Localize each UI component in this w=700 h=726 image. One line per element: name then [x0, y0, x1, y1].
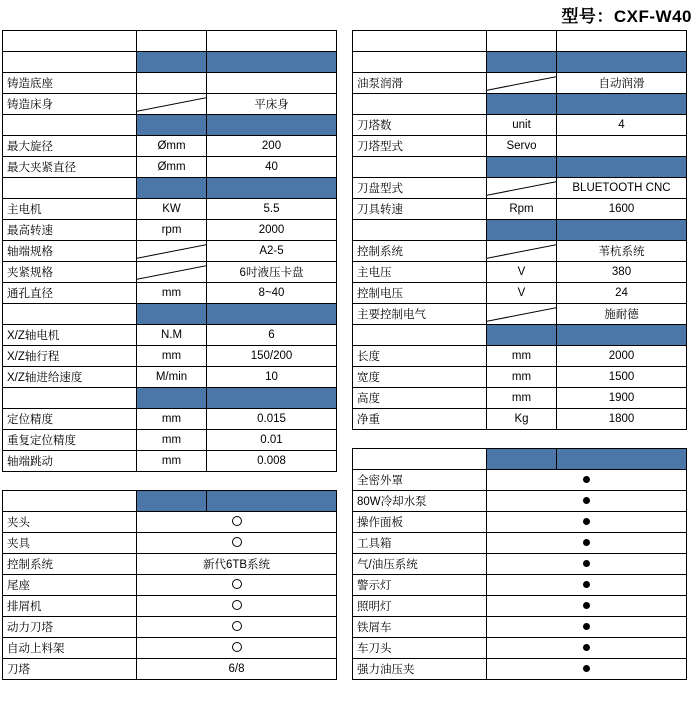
section-row: [353, 94, 687, 115]
param-value: 2000: [207, 220, 337, 241]
option-name: 夹头: [3, 512, 137, 533]
param-value: 150/200: [207, 346, 337, 367]
param-unit: [487, 178, 557, 199]
param-unit: mm: [137, 283, 207, 304]
param-unit: [137, 73, 207, 94]
section-filler: [557, 157, 687, 178]
equipment-included-marker: [487, 533, 687, 554]
param-unit: [137, 262, 207, 283]
section-row: [3, 52, 337, 73]
param-value: 8~40: [207, 283, 337, 304]
section-filler: [137, 388, 207, 409]
list-item: [3, 596, 337, 617]
list-item: [353, 491, 687, 512]
circle-marker-icon: [232, 516, 242, 526]
table-row: [3, 430, 337, 451]
param-name: 定位精度: [3, 409, 137, 430]
table-header-row: [353, 31, 687, 52]
table-row: [3, 73, 337, 94]
section-filler: [137, 52, 207, 73]
section-label: 选购配备: [3, 491, 137, 512]
circle-marker-icon: [232, 600, 242, 610]
section-filler: [137, 115, 207, 136]
filled-dot-icon: [583, 560, 590, 567]
param-unit: Ømm: [137, 157, 207, 178]
equipment-name: 气/油压系统: [353, 554, 487, 575]
equipment-included-marker: [487, 659, 687, 680]
param-unit: V: [487, 283, 557, 304]
param-name: 最大夹紧直径: [3, 157, 137, 178]
section-row: [3, 491, 337, 512]
left-column: [2, 30, 336, 680]
equipment-included-marker: [487, 491, 687, 512]
param-value: 1800: [557, 409, 687, 430]
section-row: [3, 115, 337, 136]
option-marker-circle: [137, 596, 337, 617]
section-label: 电气: [353, 220, 487, 241]
param-unit: Rpm: [487, 199, 557, 220]
equipment-included-marker: [487, 554, 687, 575]
param-name: 宽度: [353, 367, 487, 388]
param-unit: mm: [487, 346, 557, 367]
table-row: [3, 451, 337, 472]
param-name: 刀盘型式: [353, 178, 487, 199]
option-marker-circle: [137, 575, 337, 596]
column-header: 单位: [487, 31, 557, 52]
table-row: [353, 115, 687, 136]
option-marker-circle: [137, 533, 337, 554]
section-filler: [207, 178, 337, 199]
section-filler: [487, 52, 557, 73]
column-header: 参数项: [3, 31, 137, 52]
param-unit: [137, 241, 207, 262]
table-row: [353, 262, 687, 283]
table-row: [353, 283, 687, 304]
param-value: 6吋液压卡盘: [207, 262, 337, 283]
option-name: 夹具: [3, 533, 137, 554]
param-value: 24: [557, 283, 687, 304]
option-name: 自动上料架: [3, 638, 137, 659]
param-unit: mm: [487, 367, 557, 388]
table-row: [3, 220, 337, 241]
column-header: 参数值: [207, 31, 337, 52]
list-item: [3, 512, 337, 533]
param-unit: unit: [487, 115, 557, 136]
param-unit: mm: [137, 451, 207, 472]
param-name: 净重: [353, 409, 487, 430]
param-value: 苇杭系统: [557, 241, 687, 262]
equipment-included-marker: [487, 470, 687, 491]
param-unit: Servo: [487, 136, 557, 157]
table-row: [353, 241, 687, 262]
option-name: 控制系统: [3, 554, 137, 575]
table-row: [3, 367, 337, 388]
param-name: 刀具转速: [353, 199, 487, 220]
column-header: 参数项: [353, 31, 487, 52]
param-name: 重复定位精度: [3, 430, 137, 451]
section-filler: [207, 115, 337, 136]
equipment-name: 铁屑车: [353, 617, 487, 638]
section-label: 刀塔: [353, 94, 487, 115]
table-row: [3, 241, 337, 262]
table-row: [3, 346, 337, 367]
param-unit: Ømm: [137, 136, 207, 157]
param-name: 主电机: [3, 199, 137, 220]
param-value: A2-5: [207, 241, 337, 262]
param-name: 轴端跳动: [3, 451, 137, 472]
equipment-name: 照明灯: [353, 596, 487, 617]
param-value: 平床身: [207, 94, 337, 115]
param-name: 主电压: [353, 262, 487, 283]
section-filler: [557, 52, 687, 73]
equipment-name: 强力油压夹: [353, 659, 487, 680]
left-spec-table: [2, 30, 337, 472]
section-filler: [557, 325, 687, 346]
table-row: [353, 178, 687, 199]
circle-marker-icon: [232, 579, 242, 589]
option-value: 新代6TB系统: [137, 554, 337, 575]
filled-dot-icon: [583, 644, 590, 651]
table-row: [353, 73, 687, 94]
param-value: 0.015: [207, 409, 337, 430]
column-gap: [2, 472, 336, 490]
section-label: 床体: [3, 52, 137, 73]
section-filler: [487, 157, 557, 178]
param-unit: V: [487, 262, 557, 283]
param-value: [207, 73, 337, 94]
list-item: [353, 617, 687, 638]
section-filler: [207, 52, 337, 73]
filled-dot-icon: [583, 581, 590, 588]
section-row: [3, 304, 337, 325]
param-unit: [137, 94, 207, 115]
equipment-name: 80W冷却水泵: [353, 491, 487, 512]
param-name: 刀塔数: [353, 115, 487, 136]
param-unit: mm: [137, 346, 207, 367]
param-value: 5.5: [207, 199, 337, 220]
list-item: [353, 554, 687, 575]
table-row: [3, 199, 337, 220]
table-row: [3, 136, 337, 157]
section-label: 加工精度: [3, 388, 137, 409]
list-item: [353, 512, 687, 533]
param-value: 10: [207, 367, 337, 388]
section-filler: [487, 94, 557, 115]
param-value: 4: [557, 115, 687, 136]
param-unit: mm: [137, 430, 207, 451]
param-name: 最大旋径: [3, 136, 137, 157]
list-item: [353, 575, 687, 596]
param-name: 油泵润滑: [353, 73, 487, 94]
section-filler: [557, 94, 687, 115]
table-row: [3, 157, 337, 178]
section-filler: [207, 388, 337, 409]
option-name: 排屑机: [3, 596, 137, 617]
circle-marker-icon: [232, 537, 242, 547]
param-name: X/Z轴进给速度: [3, 367, 137, 388]
param-value: 380: [557, 262, 687, 283]
option-name: 尾座: [3, 575, 137, 596]
section-row: [353, 52, 687, 73]
table-row: [353, 388, 687, 409]
column-header: 参数值: [557, 31, 687, 52]
section-row: [353, 157, 687, 178]
section-filler: [487, 449, 557, 470]
section-label: 进给配置: [3, 304, 137, 325]
section-filler: [487, 220, 557, 241]
filled-dot-icon: [583, 623, 590, 630]
param-unit: rpm: [137, 220, 207, 241]
table-row: [353, 199, 687, 220]
param-unit: KW: [137, 199, 207, 220]
filled-dot-icon: [583, 518, 590, 525]
param-value: 1900: [557, 388, 687, 409]
param-name: 轴端规格: [3, 241, 137, 262]
table-row: [3, 283, 337, 304]
table-header-row: [3, 31, 337, 52]
equipment-included-marker: [487, 638, 687, 659]
table-row: [3, 262, 337, 283]
equipment-included-marker: [487, 512, 687, 533]
param-unit: [487, 73, 557, 94]
option-name: 刀塔: [3, 659, 137, 680]
param-name: 长度: [353, 346, 487, 367]
page-title: 型号：CXF-W40: [561, 7, 692, 26]
equipment-name: 操作面板: [353, 512, 487, 533]
option-marker-circle: [137, 512, 337, 533]
section-row: [3, 388, 337, 409]
table-row: [353, 409, 687, 430]
table-row: [353, 346, 687, 367]
param-name: 铸造床身: [3, 94, 137, 115]
table-row: [3, 409, 337, 430]
section-label: 标准配备: [353, 449, 487, 470]
list-item: [3, 575, 337, 596]
param-unit: [487, 241, 557, 262]
param-name: 刀塔型式: [353, 136, 487, 157]
option-marker-circle: [137, 638, 337, 659]
param-name: 控制电压: [353, 283, 487, 304]
section-label: 润滑: [353, 52, 487, 73]
optional-equipment-table: [2, 490, 337, 680]
list-item: [353, 533, 687, 554]
section-row: [353, 449, 687, 470]
column-header: 单位: [137, 31, 207, 52]
section-label: 机械尺寸: [353, 325, 487, 346]
filled-dot-icon: [583, 665, 590, 672]
section-filler: [557, 449, 687, 470]
list-item: [353, 638, 687, 659]
list-item: [3, 554, 337, 575]
section-filler: [207, 491, 337, 512]
option-name: 动力刀塔: [3, 617, 137, 638]
section-row: [353, 220, 687, 241]
param-value: 200: [207, 136, 337, 157]
param-name: X/Z轴电机: [3, 325, 137, 346]
section-filler: [487, 325, 557, 346]
param-name: X/Z轴行程: [3, 346, 137, 367]
param-value: 6: [207, 325, 337, 346]
list-item: [3, 617, 337, 638]
param-value: 0.008: [207, 451, 337, 472]
list-item: [353, 470, 687, 491]
param-name: 铸造底座: [3, 73, 137, 94]
list-item: [3, 659, 337, 680]
section-filler: [137, 491, 207, 512]
circle-marker-icon: [232, 621, 242, 631]
section-row: [353, 325, 687, 346]
param-value: 施耐德: [557, 304, 687, 325]
param-value: [557, 136, 687, 157]
param-name: 主要控制电气: [353, 304, 487, 325]
table-row: [3, 94, 337, 115]
table-row: [3, 325, 337, 346]
equipment-name: 全密外罩: [353, 470, 487, 491]
param-value: BLUETOOTH CNC: [557, 178, 687, 199]
table-row: [353, 304, 687, 325]
section-label: 切角刀盘: [353, 157, 487, 178]
list-item: [3, 638, 337, 659]
param-name: 通孔直径: [3, 283, 137, 304]
right-spec-table: [352, 30, 687, 430]
column-gap-2: [352, 430, 686, 448]
param-unit: mm: [137, 409, 207, 430]
section-filler: [557, 220, 687, 241]
param-unit: Kg: [487, 409, 557, 430]
param-name: 最高转速: [3, 220, 137, 241]
table-row: [353, 367, 687, 388]
param-value: 1600: [557, 199, 687, 220]
section-label: 主轴: [3, 178, 137, 199]
filled-dot-icon: [583, 602, 590, 609]
param-value: 1500: [557, 367, 687, 388]
right-column: [352, 30, 686, 680]
filled-dot-icon: [583, 539, 590, 546]
param-unit: M/min: [137, 367, 207, 388]
section-filler: [137, 304, 207, 325]
equipment-name: 工具箱: [353, 533, 487, 554]
list-item: [353, 659, 687, 680]
standard-equipment-table: [352, 448, 687, 680]
list-item: [353, 596, 687, 617]
equipment-included-marker: [487, 575, 687, 596]
param-name: 夹紧规格: [3, 262, 137, 283]
param-unit: mm: [487, 388, 557, 409]
param-unit: [487, 304, 557, 325]
equipment-name: 车刀头: [353, 638, 487, 659]
equipment-included-marker: [487, 617, 687, 638]
option-value: 6/8: [137, 659, 337, 680]
option-marker-circle: [137, 617, 337, 638]
section-row: [3, 178, 337, 199]
param-unit: N.M: [137, 325, 207, 346]
filled-dot-icon: [583, 497, 590, 504]
circle-marker-icon: [232, 642, 242, 652]
param-name: 高度: [353, 388, 487, 409]
param-value: 40: [207, 157, 337, 178]
list-item: [3, 533, 337, 554]
table-row: [353, 136, 687, 157]
param-name: 控制系统: [353, 241, 487, 262]
filled-dot-icon: [583, 476, 590, 483]
equipment-included-marker: [487, 596, 687, 617]
section-filler: [207, 304, 337, 325]
section-label: 加工能力: [3, 115, 137, 136]
param-value: 0.01: [207, 430, 337, 451]
equipment-name: 警示灯: [353, 575, 487, 596]
section-filler: [137, 178, 207, 199]
param-value: 2000: [557, 346, 687, 367]
param-value: 自动润滑: [557, 73, 687, 94]
